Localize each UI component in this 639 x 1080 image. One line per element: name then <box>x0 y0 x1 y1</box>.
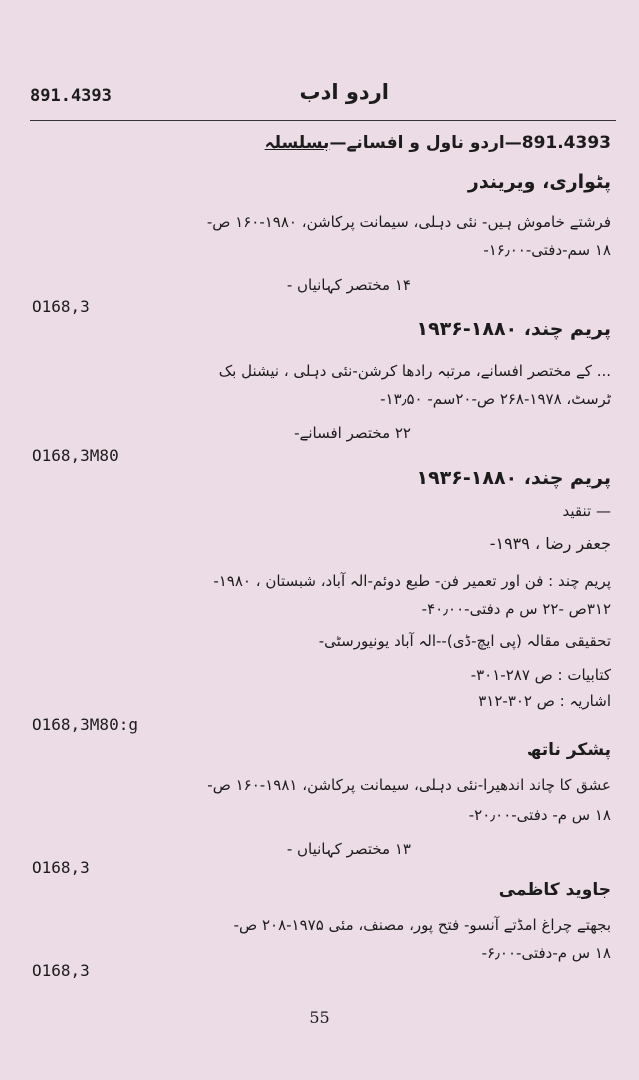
entry-3-line-3: تحقیقی مقالہ (پی ایچ-ڈی)--الہ آباد یونیورسٹی- <box>318 632 611 650</box>
entry-1-note: ۱۴ مختصر کہانیاں - <box>286 276 411 294</box>
entry-3-subheading: — تنقید <box>562 502 611 520</box>
section-continued: بسلسلہ <box>264 133 330 153</box>
entry-4-author: پشکر ناتھ <box>526 740 611 760</box>
entry-1-author: پٹواری، ویریندر <box>467 171 611 193</box>
entry-3-line-1: پریم چند : فن اور تعمیر فن- طبع دوئم-الہ آباد، شبستان ، ۱۹۸۰- <box>213 572 611 590</box>
entry-4-class-mark: O168,3 <box>32 858 90 877</box>
entry-2-note: ۲۲ مختصر افسانے- <box>294 424 411 442</box>
entry-2-author: پریم چند، ۱۸۸۰-۱۹۳۶ <box>416 318 611 340</box>
entry-1-class-mark: O168,3 <box>32 297 90 316</box>
entry-2-line-1: ... کے مختصر افسانے، مرتبہ رادھا کرشن-نئی دہلی ، نیشنل بک <box>218 362 611 380</box>
entry-3-author: پریم چند، ۱۸۸۰-۱۹۳۶ <box>416 467 611 489</box>
entry-3-line-5: اشاریہ : ص ۳۰۲-۳۱۲ <box>478 692 611 710</box>
header-class-number: 891.4393 <box>30 86 112 106</box>
entry-5-line-1: بجھتے چراغ امڈتے آنسو- فتح پور، مصنف، مئی ۱۹۷۵-۲۰۸ ص- <box>233 916 611 934</box>
header-rule <box>30 120 616 121</box>
entry-4-note: ۱۳ مختصر کہانیاں - <box>286 840 411 858</box>
entry-3-class-mark: O168,3M80:g <box>32 715 138 734</box>
header-title: اردو ادب <box>299 80 389 104</box>
entry-5-line-2: ۱۸ س م-دفتی-۶٫۰۰- <box>481 944 611 962</box>
entry-1-line-1: فرشتے خاموش ہیں- نئی دہلی، سیمانت پرکاشن، ۱۹۸۰-۱۶۰ ص- <box>206 213 611 231</box>
section-heading <box>265 132 611 153</box>
entry-4-line-1: عشق کا چاند اندھیرا-نئی دہلی، سیمانت پرکاشن، ۱۹۸۱-۱۶۰ ص- <box>207 776 611 794</box>
entry-2-line-2: ٹرسٹ، ۱۹۷۸-۲۶۸ ص-۲۰سم- ۱۳٫۵۰- <box>380 390 611 408</box>
entry-3-line-2: ۳۱۲ص -۲۲ س م دفتی-۴۰٫۰۰- <box>421 600 611 618</box>
entry-5-author: جاوید کاظمی <box>498 880 611 900</box>
entry-5-class-mark: O168,3 <box>32 961 90 980</box>
entry-3-subauthor: جعفر رضا ، ۱۹۳۹- <box>489 534 611 553</box>
entry-3-line-4: کتابیات : ص ۲۸۷-۳۰۱- <box>470 666 611 684</box>
entry-4-line-2: ۱۸ س م- دفتی-۲۰٫۰۰- <box>468 806 611 824</box>
page-number: 55 <box>309 1008 330 1027</box>
entry-1-line-2: ۱۸ سم-دفتی-۱۶٫۰۰- <box>483 241 611 259</box>
entry-2-class-mark: O168,3M80 <box>32 446 119 465</box>
section-prefix: 891.4393—اردو ناول و افسانے— <box>329 133 611 153</box>
